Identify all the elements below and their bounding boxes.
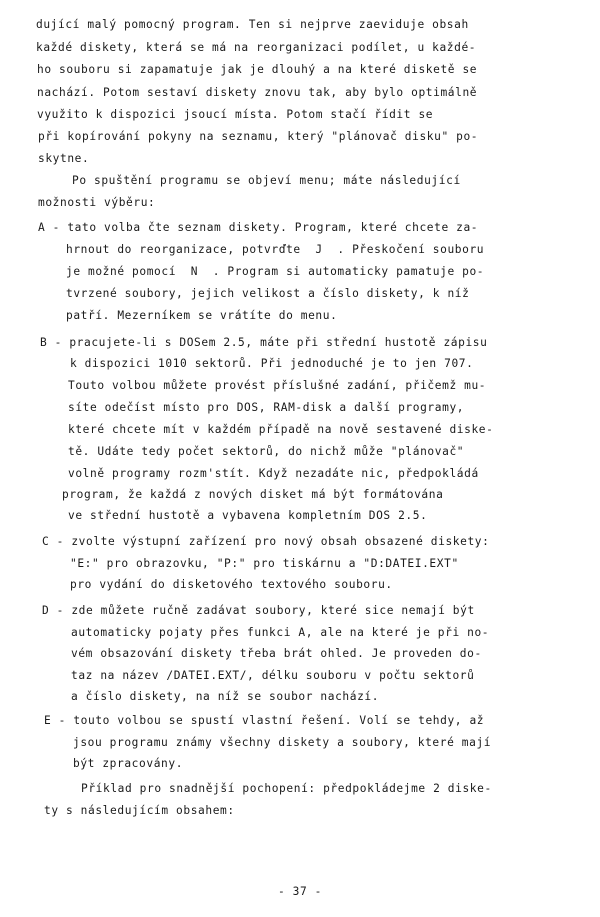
text-line: E - touto volbou se spustí vlastní řešení. Volí se tehdy, až — [44, 714, 485, 727]
text-line: být zpracovány. — [73, 757, 184, 770]
text-line: které chcete mít v každém případě na nově sestavené diske- — [68, 423, 494, 436]
text-line: B - pracujete-li s DOSem 2.5, máte při střední hustotě zápisu — [40, 336, 488, 349]
text-line: patří. Mezerníkem se vrátíte do menu. — [66, 309, 338, 322]
text-line: ve střední hustotě a vybavena kompletním DOS 2.5. — [68, 509, 428, 522]
text-line: jsou programu známy všechny diskety a soubory, které mají — [73, 736, 492, 749]
text-line: hrnout do reorganizace, potvrďte J . Přeskočení souboru — [66, 243, 485, 256]
page-number: - 37 - — [277, 885, 322, 898]
text-line: každé diskety, která se má na reorganizaci podílet, u každé- — [36, 41, 477, 54]
text-line: Touto volbou můžete provést příslušné zadání, přičemž mu- — [68, 379, 487, 392]
text-line: Po spuštění programu se objeví menu; máte následující — [72, 174, 461, 187]
text-line: volně programy rozm'stít. Když nezadáte nic, předpokládá — [68, 467, 479, 480]
text-line: k dispozici 1010 sektorů. Při jednoduché je to jen 707. — [70, 357, 474, 370]
text-line: využito k dispozici jsoucí místa. Potom stačí řídit se — [37, 108, 434, 121]
text-line: při kopírování pokyny na seznamu, který "plánovač disku" po- — [38, 130, 479, 143]
text-line: automaticky pojaty přes funkci A, ale na které je při no- — [71, 626, 490, 639]
text-line: C - zvolte výstupní zařízení pro nový obsah obsazené diskety: — [42, 535, 490, 548]
text-line: pro vydání do disketového textového souboru. — [70, 578, 393, 591]
text-line: ty s následujícím obsahem: — [44, 804, 235, 817]
text-line: a číslo diskety, na níž se soubor nachází. — [71, 690, 380, 703]
text-line: D - zde můžete ručně zadávat soubory, které sice nemají být — [42, 604, 475, 617]
text-line: nachází. Potom sestaví diskety znovu tak, aby bylo optimálně — [37, 86, 478, 99]
text-line: skytne. — [38, 152, 90, 165]
text-line: tě. Udáte tedy počet sektorů, do nichž může "plánovač" — [68, 445, 465, 458]
text-line: možnosti výběru: — [38, 196, 156, 209]
text-line: je možné pomocí N . Program si automaticky pamatuje po- — [66, 265, 485, 278]
text-line: tvrzené soubory, jejich velikost a číslo diskety, k níž — [66, 287, 470, 300]
text-line: program, že každá z nových disket má být formátována — [62, 488, 444, 501]
text-line: "E:" pro obrazovku, "P:" pro tiskárnu a "D:DATEI.EXT" — [70, 557, 459, 570]
text-line: A - tato volba čte seznam diskety. Program, které chcete za- — [38, 221, 479, 234]
text-line: dující malý pomocný program. Ten si nejprve zaeviduje obsah — [36, 18, 469, 31]
text-line: síte odečíst místo pro DOS, RAM-disk a další programy, — [68, 401, 465, 414]
text-line: taz na název /DATEI.EXT/, délku souboru v počtu sektorů — [71, 669, 475, 682]
text-line: ho souboru si zapamatuje jak je dlouhý a na které disketě se — [37, 63, 478, 76]
text-line: vém obsazování diskety třeba brát ohled. Je proveden do- — [71, 647, 482, 660]
text-line: Příklad pro snadnější pochopení: předpokládejme 2 diske- — [81, 782, 492, 795]
